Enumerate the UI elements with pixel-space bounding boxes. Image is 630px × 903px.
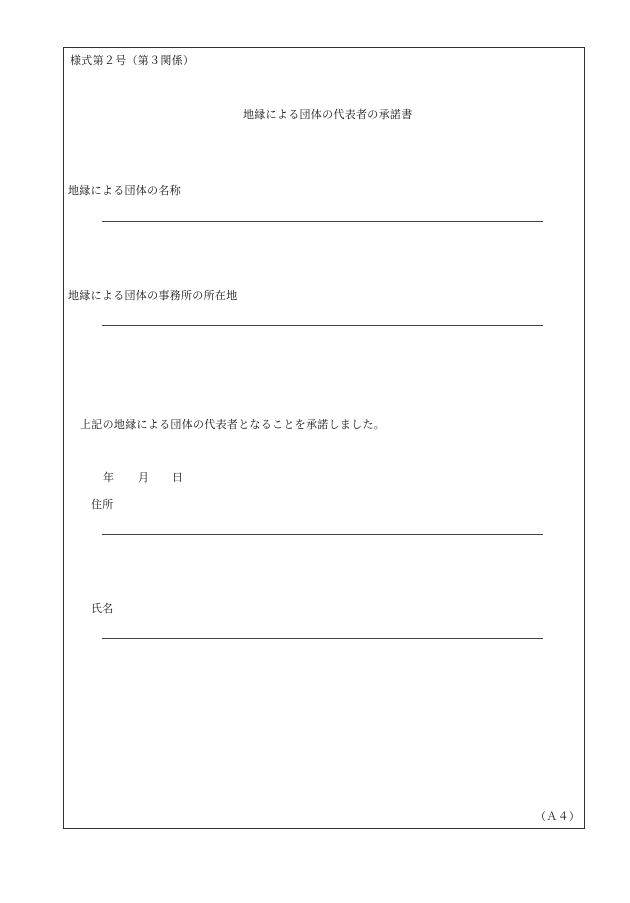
date-day-label: 日	[172, 471, 184, 484]
date-year-label: 年	[103, 471, 115, 484]
group-name-label: 地縁による団体の名称	[68, 184, 181, 197]
date-month-label: 月	[138, 471, 150, 484]
group-name-line[interactable]	[102, 221, 543, 222]
consent-statement: 上記の地縁による団体の代表者となることを承諾しました。	[80, 418, 386, 431]
form-frame	[63, 47, 585, 829]
form-number: 様式第２号（第３関係）	[70, 54, 195, 67]
office-address-label: 地縁による団体の事務所の所在地	[68, 289, 238, 302]
office-address-line[interactable]	[102, 325, 543, 326]
signer-name-label: 氏名	[91, 602, 114, 615]
signer-address-line[interactable]	[102, 534, 543, 535]
signer-name-line[interactable]	[102, 638, 543, 639]
paper-size-label: （Ａ４）	[535, 810, 581, 823]
signer-address-label: 住所	[91, 498, 114, 511]
document-title: 地縁による団体の代表者の承諾書	[243, 108, 413, 121]
